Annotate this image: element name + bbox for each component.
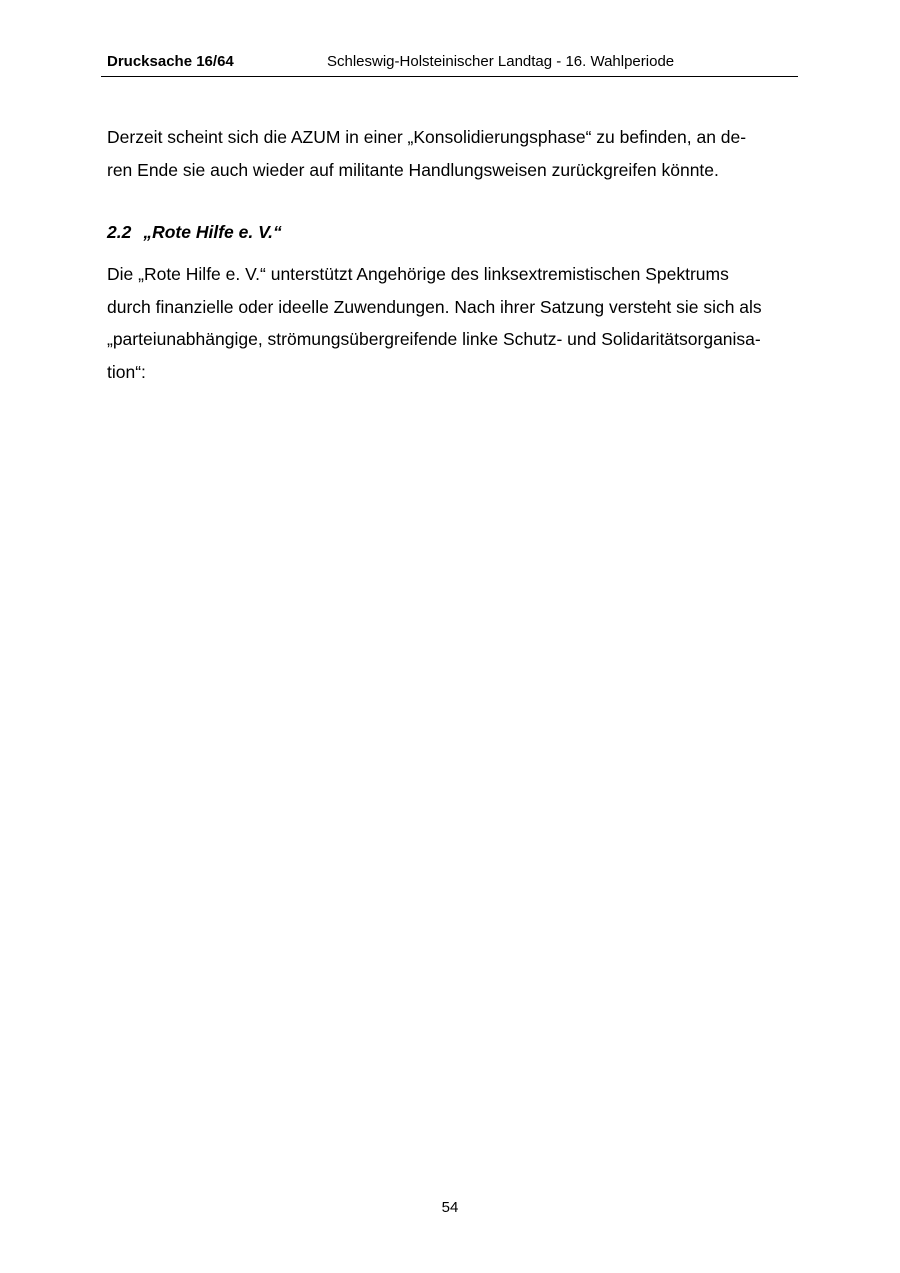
paragraph <box>107 258 797 388</box>
text-line: Die „Rote Hilfe e. V.“ unterstützt Angehörige des linksextremistischen Spektrums <box>107 264 729 284</box>
text-line: ren Ende sie auch wieder auf militante Handlungsweisen zurückgreifen könnte. <box>107 159 719 180</box>
paragraph <box>107 121 797 186</box>
section-number: 2.2 <box>107 222 132 242</box>
page-header <box>101 50 798 77</box>
text-line: „parteiunabhängige, strömungsübergreifende linke Schutz- und Solidaritätsorganisa- <box>107 329 761 349</box>
section-title: „Rote Hilfe e. V.“ <box>143 222 282 242</box>
header-title: Schleswig-Holsteinischer Landtag - 16. Wahlperiode <box>327 53 675 70</box>
page-number: 54 <box>441 1199 459 1216</box>
document-number: Drucksache 16/64 <box>107 53 234 70</box>
text-line: tion“: <box>107 361 146 382</box>
text-line: Derzeit scheint sich die AZUM in einer „Konsolidierungsphase“ zu befinden, an de- <box>107 127 747 147</box>
section-heading <box>107 222 282 243</box>
text-line: durch finanzielle oder ideelle Zuwendungen. Nach ihrer Satzung versteht sie sich als <box>107 296 762 317</box>
